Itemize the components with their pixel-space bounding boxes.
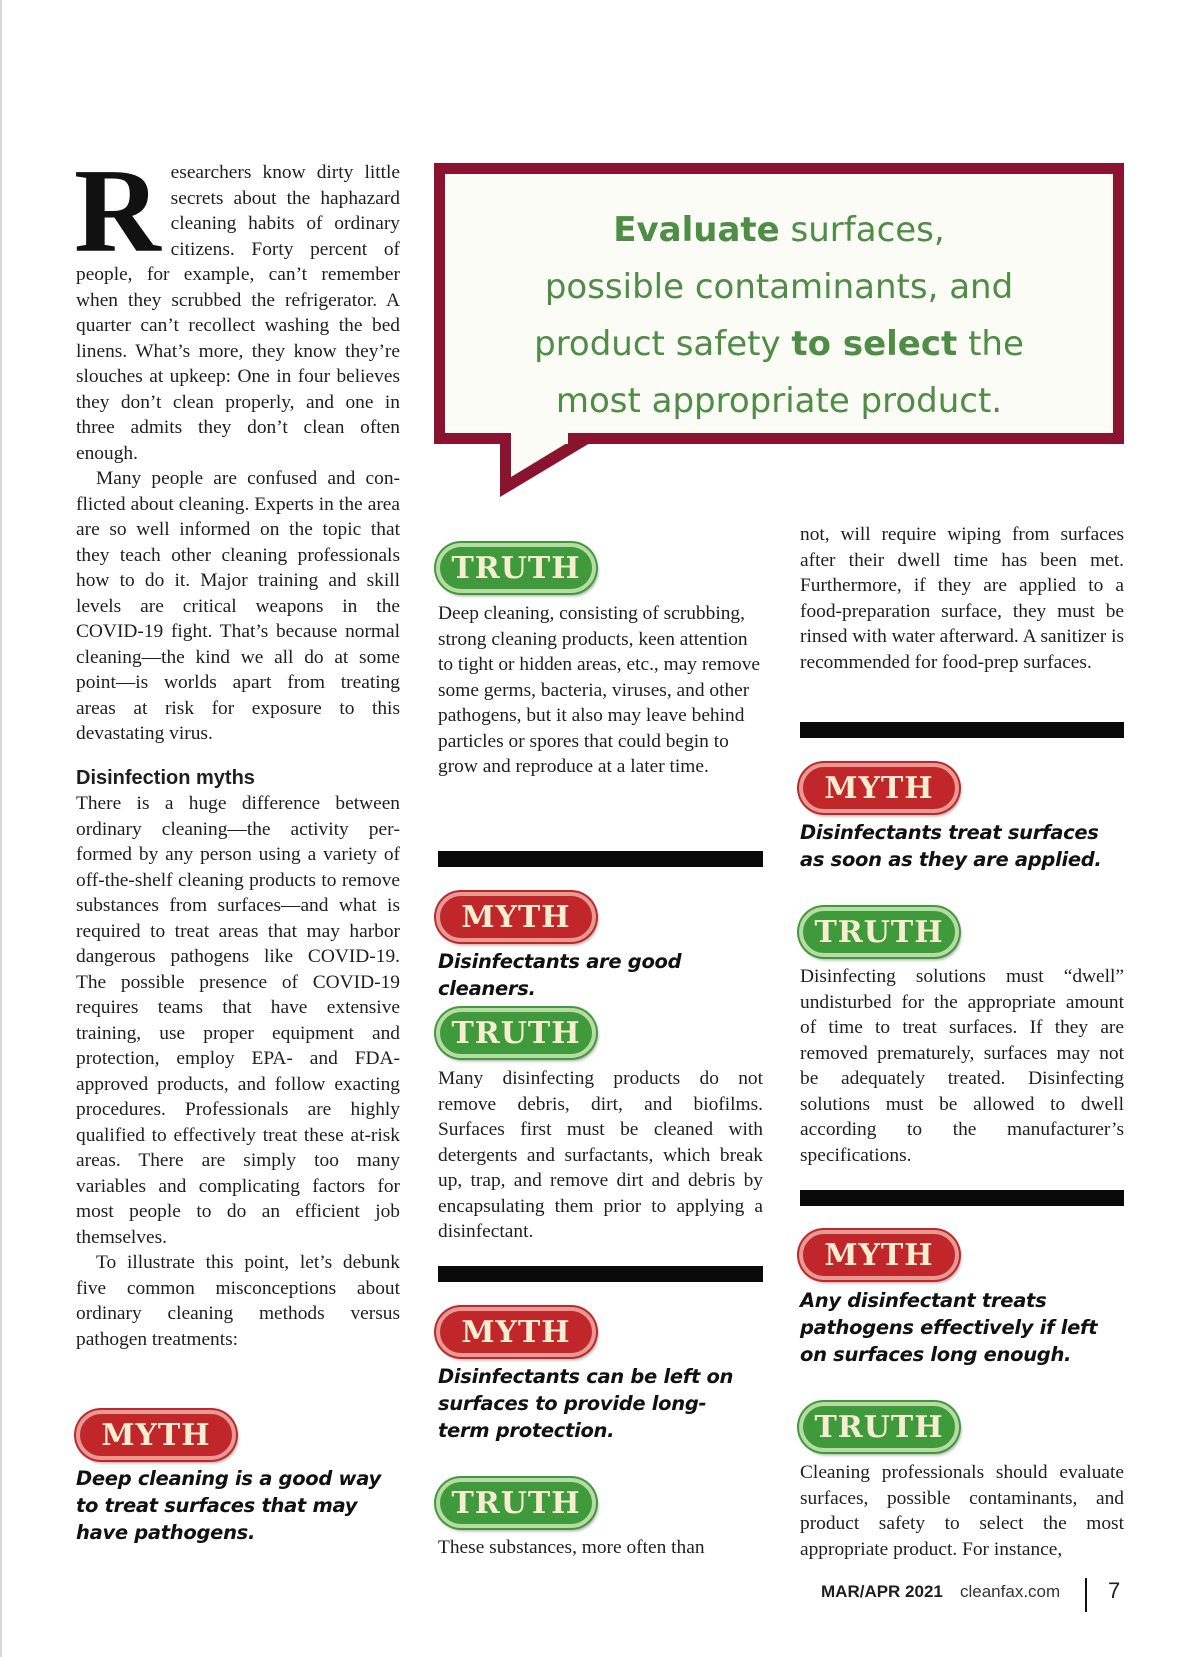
disinfection-section	[76, 765, 400, 1352]
truth-badge: TRUTH	[799, 1402, 959, 1452]
truth-3-text-part2: not, will require wiping from surfaces after their dwell time has been met. Furthermore, if they are applied to a food-preparation surface, they must be rinsed with water afterward. A sanitizer is recommended for food-prep surfaces.	[800, 524, 1124, 673]
pull-quote-line-1: surfaces,	[779, 210, 945, 250]
myth-badge: MYTH	[76, 1410, 236, 1460]
issue-date: MAR/APR 2021	[821, 1582, 943, 1601]
pull-quote-line-2: possible contaminants, and	[544, 267, 1014, 307]
truth-3-text-part1: These substances, more often than	[438, 1537, 705, 1558]
section-divider	[800, 722, 1124, 738]
drop-cap: R	[74, 144, 161, 277]
pull-quote-bold-1: Evaluate	[613, 210, 780, 250]
myth-5-statement: Any disinfectant treats pathogens effectively if left on surfaces long enough.	[800, 1289, 1098, 1366]
truth-5-text: Cleaning professionals should evaluate surfaces, possible contaminants, and product safety to select the most appropriate product. For instance,	[800, 1462, 1124, 1560]
truth-4-text: Disinfecting solutions must “dwell” undisturbed for the appropriate amount of time to treat surfaces. If they are removed prematurely, surfaces may not be adequately treated. Disinfecting solutions must be allowed to dwell according to the manufacturer’s specifications.	[800, 966, 1124, 1166]
truth-badge: TRUTH	[799, 907, 959, 957]
truth-badge: TRUTH	[436, 543, 596, 593]
section-divider	[800, 1190, 1124, 1206]
pull-quote-line-4: most appropriate product.	[555, 381, 1003, 421]
pull-quote-bold-2: to select	[791, 324, 958, 364]
section-paragraph-1: There is a huge difference between ordinary cleaning—the activity performed by any person using a variety of off-the-shelf cleaning products to remove substances from surfaces—and what is required to treat areas that may harbor dangerous pathogens like COVID-19. The possible presence of COVID-19 requires teams that have extensive training, use proper equipment and protection, employ EPA- and FDA-approved products, and follow exacting procedures. Professionals are highly qualified to effectively treat these at-risk areas. There are simply too many variables and complicating factors for most people to do an efficient job themselves.	[76, 793, 400, 1248]
pull-quote-line-3-end: the	[957, 324, 1024, 364]
section-paragraph-2: To illustrate this point, let’s debunk five common misconceptions about ordinary cleaning methods versus pathogen treatments:	[76, 1252, 400, 1350]
section-divider	[438, 851, 763, 867]
myth-4-statement: Disinfectants treat surfaces as soon as they are applied.	[800, 821, 1102, 871]
intro-paragraph-1: esearchers know dirty little secrets about the haphazard cleaning habits of ordinary citizens. Forty percent of people, for example, can’t remember when they scrubbed the refrigerator. A quarter can’t recollect washing the bed linens. What’s more, they know they’re slouches at upkeep: One in four believes they don’t clean properly, and one in three admits they don’t clean often enough.	[76, 162, 400, 464]
myth-3-statement: Disinfectants can be left on surfaces to provide long-term protection.	[438, 1365, 734, 1442]
section-divider	[438, 1266, 763, 1282]
myth-badge: MYTH	[799, 763, 959, 813]
myth-1-statement: Deep cleaning is a good way to treat surfaces that may have pathogens.	[76, 1467, 381, 1544]
myth-badge: MYTH	[436, 1307, 596, 1357]
site-link[interactable]: cleanfax.com	[960, 1582, 1061, 1601]
footer-divider	[1085, 1578, 1087, 1612]
truth-1-text: Deep cleaning, consisting of scrubbing, strong cleaning products, keen attention to tight or hidden areas, etc., may remove some germs, bacteria, viruses, and other pathogens, but it also may leave behind particles or spores that could begin to grow and reproduce at a later time.	[438, 603, 760, 777]
myth-badge: MYTH	[799, 1230, 959, 1280]
page-number: 7	[1108, 1578, 1121, 1603]
truth-2-text: Many disinfecting products do not remove debris, dirt, and biofilms. Surfaces first must be cleaned with detergents and surfactants, which break up, trap, and remove dirt and debris by encapsulating them prior to applying a disinfectant.	[438, 1068, 763, 1242]
myth-badge: MYTH	[436, 892, 596, 942]
intro-paragraph-2: Many people are confused and conflicted about cleaning. Experts in the area are so well informed on the topic that they teach other cleaning professionals how to do it. Major training and skill levels are critical weapons in the COVID-19 fight. That’s because normal cleaning—the kind we all do at some point—is worlds apart from treating areas at risk for exposure to this devastating virus.	[76, 468, 400, 744]
myth-2-statement: Disinfectants are good cleaners.	[438, 950, 682, 1000]
pull-quote-line-3: product safety	[534, 324, 792, 364]
section-heading: Disinfection myths	[76, 767, 255, 789]
truth-badge: TRUTH	[436, 1008, 596, 1058]
truth-badge: TRUTH	[436, 1478, 596, 1528]
callout-tail-cover	[0, 0, 1200, 520]
